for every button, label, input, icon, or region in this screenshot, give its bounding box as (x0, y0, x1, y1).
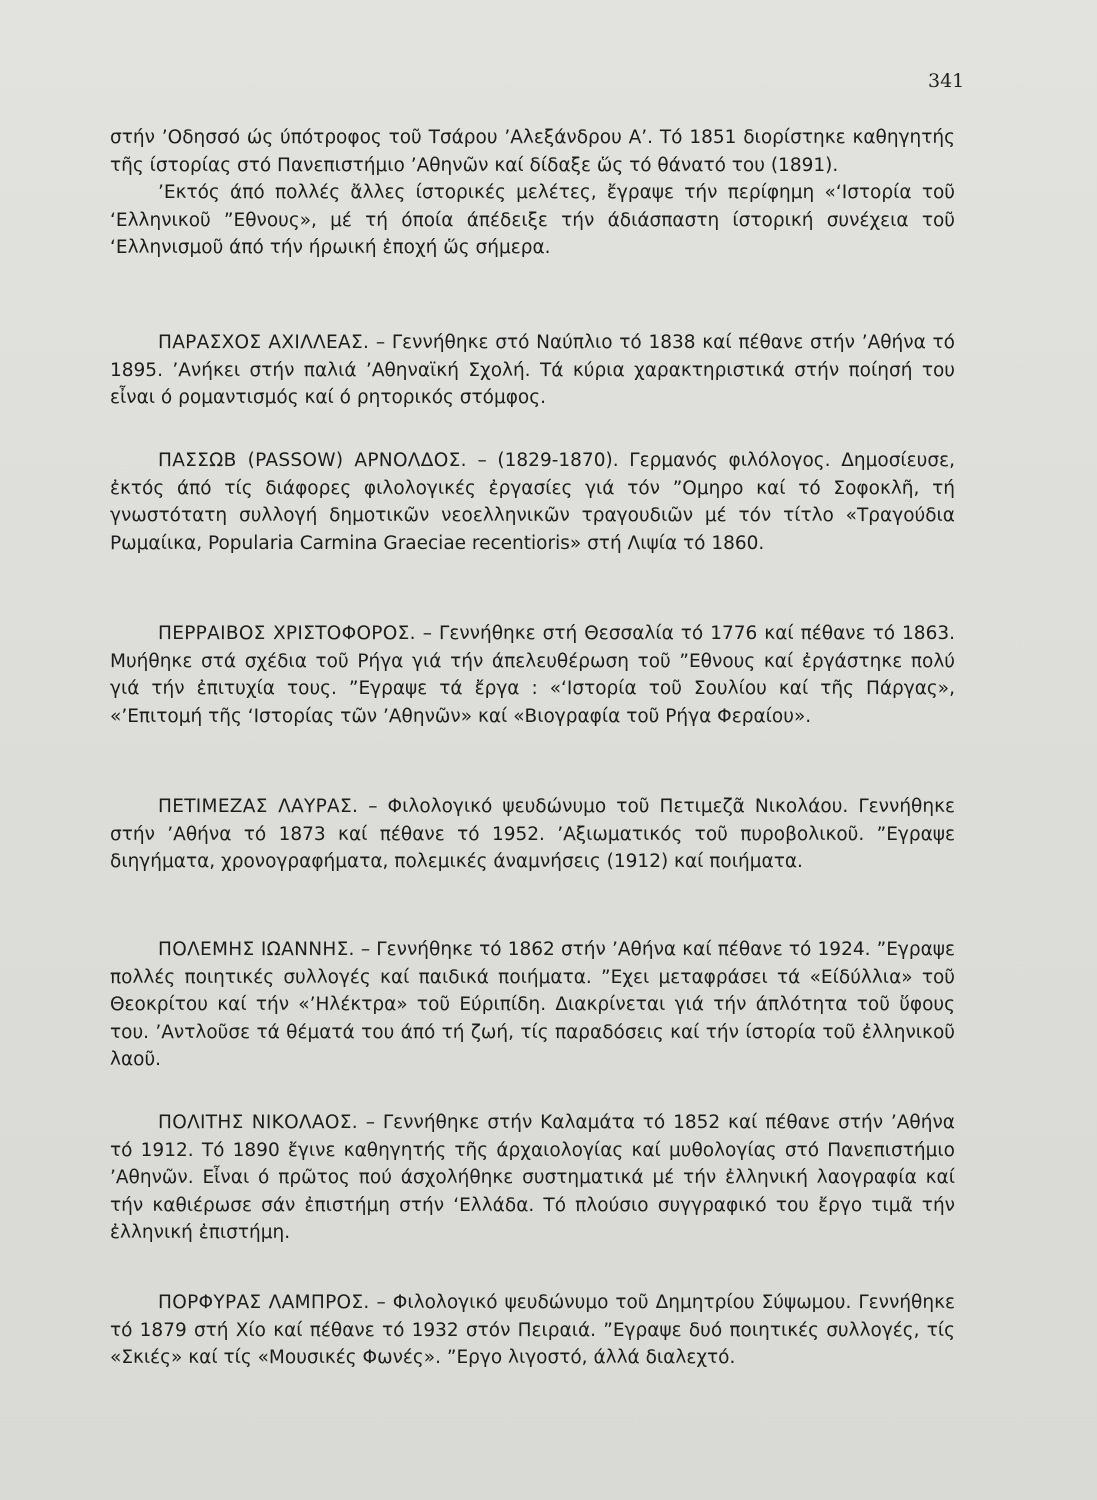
entry-passow (110, 447, 955, 557)
entry-petimezas (110, 793, 955, 876)
entry-paragraph (110, 447, 955, 557)
entry-politis (110, 1109, 955, 1247)
intro-section (110, 124, 955, 262)
intro-continuation: στήν ’Οδησσό ώς ύπότροφος τοῦ Τσάρου ’Αλεξάνδρου Α’. Τό 1851 διορίστηκε καθηγητής τῆς ίστορίας στό Πανεπιστήμιο ’Αθηνῶν καί δίδαξε ὥς τό θάνατό του (1891). (110, 127, 955, 176)
entry-text: – Γεννήθηκε στήν Καλαμάτα τό 1852 καί πέθανε στήν ’Αθήνα τό 1912. Τό 1890 ἔγινε καθηγητής τῆς άρχαιολογίας καί μυθολογίας στό Πανεπιστήμιο ’Αθηνῶν. Εἶναι ό πρῶτος πού άσχολήθηκε συστηματικά μέ τήν ἐλληνική λαογραφία καί τήν καθιέρωσε σάν ἐπιστήμη στήν ‘Ελλάδα. Τό πλούσιο συγγραφικό του ἔργο τιμᾶ τήν ἐλληνική ἐπιστήμη. (110, 1112, 955, 1244)
entry-name: ΠΟΛΙΤΗΣ ΝΙΚΟΛΑΟΣ. (158, 1112, 358, 1133)
entry-text: – Φιλολογικό ψευδώνυμο τοῦ Πετιμεζᾶ Νικολάου. Γεννήθηκε στήν ’Αθήνα τό 1873 καί πέθανε τό 1952. ’Αξιωματικός τοῦ πυροβολικοῦ. ”Εγραψε διηγήματα, χρονογραφήματα, πολεμικές άναμνήσεις (1912) καί ποιήματα. (110, 796, 956, 873)
entry-paragraph (110, 936, 955, 1074)
entry-name: ΠΑΣΣΩΒ (PASSOW) ΑΡΝΟΛΔΟΣ. (158, 450, 467, 471)
entry-name: ΠΕΤΙΜΕΖΑΣ ΛΑΥΡΑΣ. (158, 796, 359, 817)
entry-paragraph (110, 1109, 955, 1247)
entry-paragraph (110, 793, 955, 876)
entry-text: – Γεννήθηκε τό 1862 στήν ’Αθήνα καί πέθανε τό 1924. ”Εγραψε πολλές ποιητικές συλλογές καί παιδικά ποιήματα. ”Εχει μεταφράσει τά «Είδύλλια» τοῦ Θεοκρίτου καί τήν «’Ηλέκτρα» τοῦ Εύριπίδη. Διακρίνεται γιά τήν άπλότητα τοῦ ὕφους του. ’Αντλοῦσε τά θέματά του άπό τή ζωή, τίς παραδόσεις καί τήν ίστορία τοῦ ἐλληνικοῦ λαοῦ. (110, 939, 956, 1071)
entry-perraivos (110, 620, 955, 730)
entry-text: – Γεννήθηκε στό Ναύπλιο τό 1838 καί πέθανε στήν ’Αθήνα τό 1895. ’Ανήκει στήν παλιά ’Αθηναϊκή Σχολή. Τά κύρια χαρακτηριστικά στήν ποίησή του εἶναι ό ρομαντισμός καί ό ρητορικός στόμφος. (110, 332, 955, 409)
entry-porfyras (110, 1289, 955, 1372)
entry-paragraph (110, 620, 955, 730)
entry-text: – Γεννήθηκε στή Θεσσαλία τό 1776 καί πέθανε τό 1863. Μυήθηκε στά σχέδια τοῦ Ρήγα γιά τήν άπελευθέρωση τοῦ ”Εθνους καί ἐργάστηκε πολύ γιά τήν ἐπιτυχία τους. ”Εγραψε τά ἔργα : «‘Ιστορία τοῦ Σουλίου καί τῆς Πάργας», «’Επιτομή τῆς ‘Ιστορίας τῶν ’Αθηνῶν» καί «Βιογραφία τοῦ Ρήγα Φεραίου». (110, 623, 955, 727)
entry-paragraph (110, 1289, 955, 1372)
entry-name: ΠΑΡΑΣΧΟΣ ΑΧΙΛΛΕΑΣ. (158, 332, 370, 353)
entry-text: – (1829-1870). Γερμανός φιλόλογος. Δημοσίευσε, ἐκτός άπό τίς διάφορες φιλολογικές ἐργασίες γιά τόν ”Ομηρο καί τό Σοφοκλῆ, τή γνωστότατη συλλογή δημοτικῶν νεοελληνικῶν τραγουδιῶν μέ τόν τίτλο «Τραγούδια Ρωμαίικα, Popularia Carmina Graeciae recentioris» στή Λιψία τό 1860. (110, 450, 955, 554)
entry-polemis (110, 936, 955, 1074)
intro-paragraph: ’Εκτός άπό πολλές ἄλλες ίστορικές μελέτες, ἔγραψε τήν περίφημη «‘Ιστορία τοῦ ‘Ελληνικοῦ ”Εθνους», μέ τή όποία άπέδειξε τήν άδιάσπαστη ίστορική συνέχεια τοῦ ‘Ελληνισμοῦ άπό τήν ήρωική ἐποχή ὥς σήμερα. (110, 182, 955, 259)
entry-name: ΠΕΡΡΑΙΒΟΣ ΧΡΙΣΤΟΦΟΡΟΣ. (158, 623, 416, 644)
entry-name: ΠΟΛΕΜΗΣ ΙΩΑΝΝΗΣ. (158, 939, 355, 960)
page-number: 341 (928, 70, 965, 92)
entry-parasxos (110, 329, 955, 412)
entry-paragraph (110, 329, 955, 412)
entry-text: – Φιλολογικό ψευδώνυμο τοῦ Δημητρίου Σύψωμου. Γεννήθηκε τό 1879 στή Χίο καί πέθανε τό 1932 στόν Πειραιά. ”Εγραψε δυό ποιητικές συλλογές, τίς «Σκιές» καί τίς «Μουσικές Φωνές». ”Εργο λιγοστό, άλλά διαλεχτό. (110, 1292, 955, 1369)
entry-name: ΠΟΡΦΥΡΑΣ ΛΑΜΠΡΟΣ. (158, 1292, 370, 1313)
